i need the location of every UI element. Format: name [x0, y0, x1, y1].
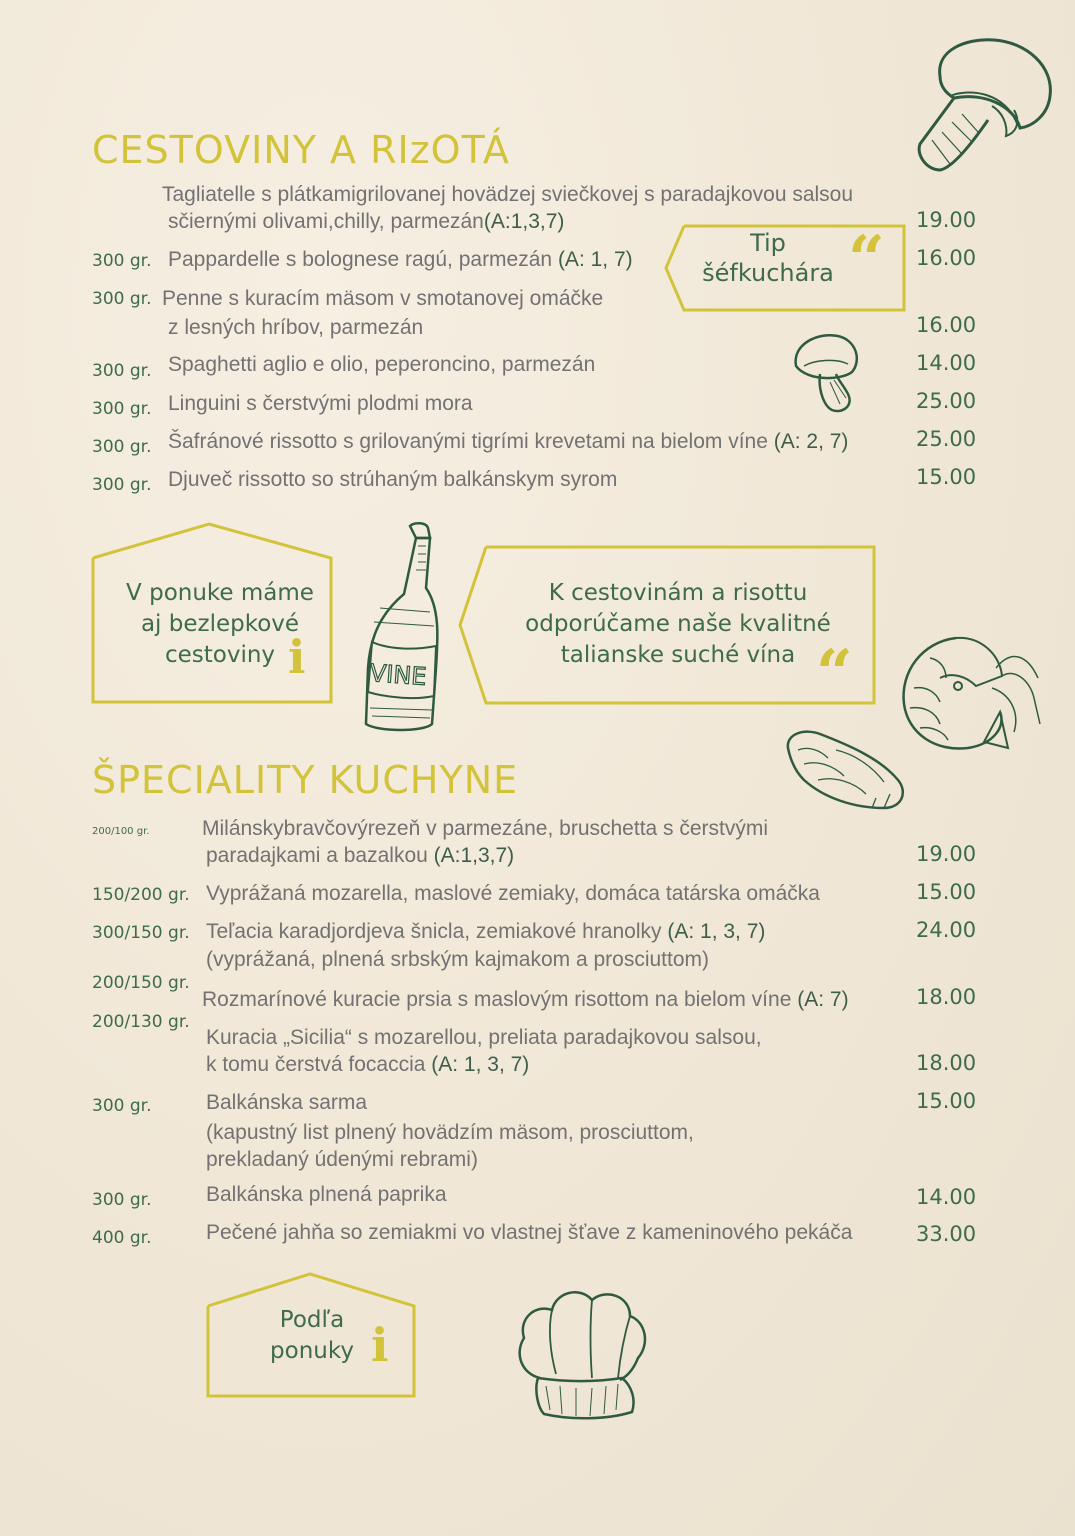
menu-item-weight: 300 gr. — [92, 1190, 152, 1210]
menu-item-weight: 300 gr. — [92, 251, 152, 271]
menu-item-weight: 300 gr. — [92, 399, 152, 419]
menu-item-desc-line2: k tomu čerstvá focaccia (A: 1, 3, 7) — [206, 1053, 530, 1076]
menu-item-weight: 300 gr. — [92, 361, 152, 381]
menu-item-price: 19.00 — [916, 208, 977, 232]
gluten-box-text: V ponuke máme aj bezlepkové cestoviny — [126, 580, 314, 668]
menu-item-price: 25.00 — [916, 427, 977, 451]
menu-item-desc: Milánskybravčovýrezeň v parmezáne, bruschetta s čerstvými — [202, 817, 769, 840]
menu-item-price: 24.00 — [916, 918, 977, 942]
wine-box-text: K cestovinám a risottu odporúčame naše kvalitné talianske suché vína — [525, 580, 831, 668]
menu-item-desc: Rozmarínové kuracie prsia s maslovým risottom na bielom víne (A: 7) — [202, 988, 849, 1011]
menu-item-weight: 300 gr. — [92, 289, 152, 309]
menu-item-desc: Penne s kuracím mäsom v smotanovej omáčke — [162, 287, 604, 310]
menu-item-weight: 300 gr. — [92, 437, 152, 457]
offer-box-text: Podľa ponuky — [270, 1307, 354, 1364]
menu-item-desc-line2: (vyprážaná, plnená srbským kajmakom a prosciuttom) — [206, 948, 710, 971]
menu-item-desc-line2: sčiernými olivami,chilly, parmezán(A:1,3,7) — [168, 210, 565, 233]
menu-item-price: 15.00 — [916, 1089, 977, 1113]
menu-item-price: 18.00 — [916, 1051, 977, 1075]
menu-item-desc: Tagliatelle s plátkamigrilovanej hovädzej sviečkovej s paradajkovou salsou — [162, 183, 854, 206]
section-title-specialties: ŠPECIALITY KUCHYNE — [92, 758, 519, 802]
menu-item-desc-line2: (kapustný list plnený hovädzím mäsom, prosciuttom, — [206, 1121, 694, 1144]
menu-item-price: 33.00 — [916, 1222, 977, 1246]
menu-item-desc: Balkánska plnená paprika — [206, 1183, 447, 1206]
menu-item-weight: 200/150 gr. — [92, 973, 190, 993]
menu-item-desc: Vyprážaná mozarella, maslové zemiaky, domáca tatárska omáčka — [206, 882, 820, 905]
info-icon: i — [371, 1318, 389, 1372]
menu-item-price: 16.00 — [916, 313, 977, 337]
quote-icon: “ — [816, 636, 853, 711]
menu-item-desc-line2: paradajkami a bazalkou (A:1,3,7) — [206, 844, 515, 867]
wine-bottle-icon — [360, 518, 440, 734]
menu-item-desc: Šafránové rissotto s grilovanými tigrími krevetami na bielom víne (A: 2, 7) — [168, 430, 849, 453]
salmon-steak-icon — [784, 728, 908, 812]
menu-item-desc: Djuveč rissotto so strúhaným balkánskym syrom — [168, 468, 618, 491]
menu-item-weight: 200/130 gr. — [92, 1012, 190, 1032]
menu-item-desc-line3: prekladaný údenými rebrami) — [206, 1148, 478, 1171]
menu-item-desc: Teľacia karadjordjeva šnicla, zemiakové hranolky (A: 1, 3, 7) — [206, 920, 766, 943]
menu-item-weight: 300 gr. — [92, 1096, 152, 1116]
wine-label-text: VINE — [368, 659, 428, 691]
menu-item-price: 14.00 — [916, 351, 977, 375]
small-mushroom-icon — [790, 330, 862, 414]
menu-item-price: 16.00 — [916, 246, 977, 270]
menu-item-price: 15.00 — [916, 465, 977, 489]
chef-hat-icon — [510, 1282, 650, 1422]
menu-item-desc: Pappardelle s bolognese ragú, parmezán (A: 1, 7) — [168, 248, 633, 271]
menu-item-desc: Kuracia „Sicilia“ s mozarellou, preliata paradajkovou salsou, — [206, 1026, 762, 1049]
menu-item-desc-line2: z lesných hríbov, parmezán — [168, 316, 424, 339]
menu-item-price: 14.00 — [916, 1185, 977, 1209]
quote-icon: “ — [848, 222, 885, 297]
menu-item-price: 15.00 — [916, 880, 977, 904]
menu-item-weight: 400 gr. — [92, 1228, 152, 1248]
menu-item-desc: Balkánska sarma — [206, 1091, 368, 1114]
menu-item-desc: Pečené jahňa so zemiakmi vo vlastnej šťave z kameninového pekáča — [206, 1221, 853, 1244]
mushroom-icon — [910, 36, 1056, 176]
menu-item-price: 19.00 — [916, 842, 977, 866]
menu-item-weight: 150/200 gr. — [92, 885, 190, 905]
tip-box-text: Tip šéfkuchára — [702, 229, 834, 287]
menu-item-desc: Spaghetti aglio e olio, peperoncino, parmezán — [168, 353, 596, 376]
section-title-pasta: CESTOVINY A RIzOTÁ — [92, 128, 510, 172]
menu-item-weight: 300 gr. — [92, 475, 152, 495]
shrimp-icon — [896, 628, 1046, 756]
menu-item-price: 18.00 — [916, 985, 977, 1009]
menu-item-weight: 300/150 gr. — [92, 923, 190, 943]
menu-item-weight: 200/100 gr. — [92, 826, 150, 837]
menu-item-price: 25.00 — [916, 389, 977, 413]
info-icon: i — [288, 630, 306, 684]
menu-item-desc: Linguini s čerstvými plodmi mora — [168, 392, 473, 415]
